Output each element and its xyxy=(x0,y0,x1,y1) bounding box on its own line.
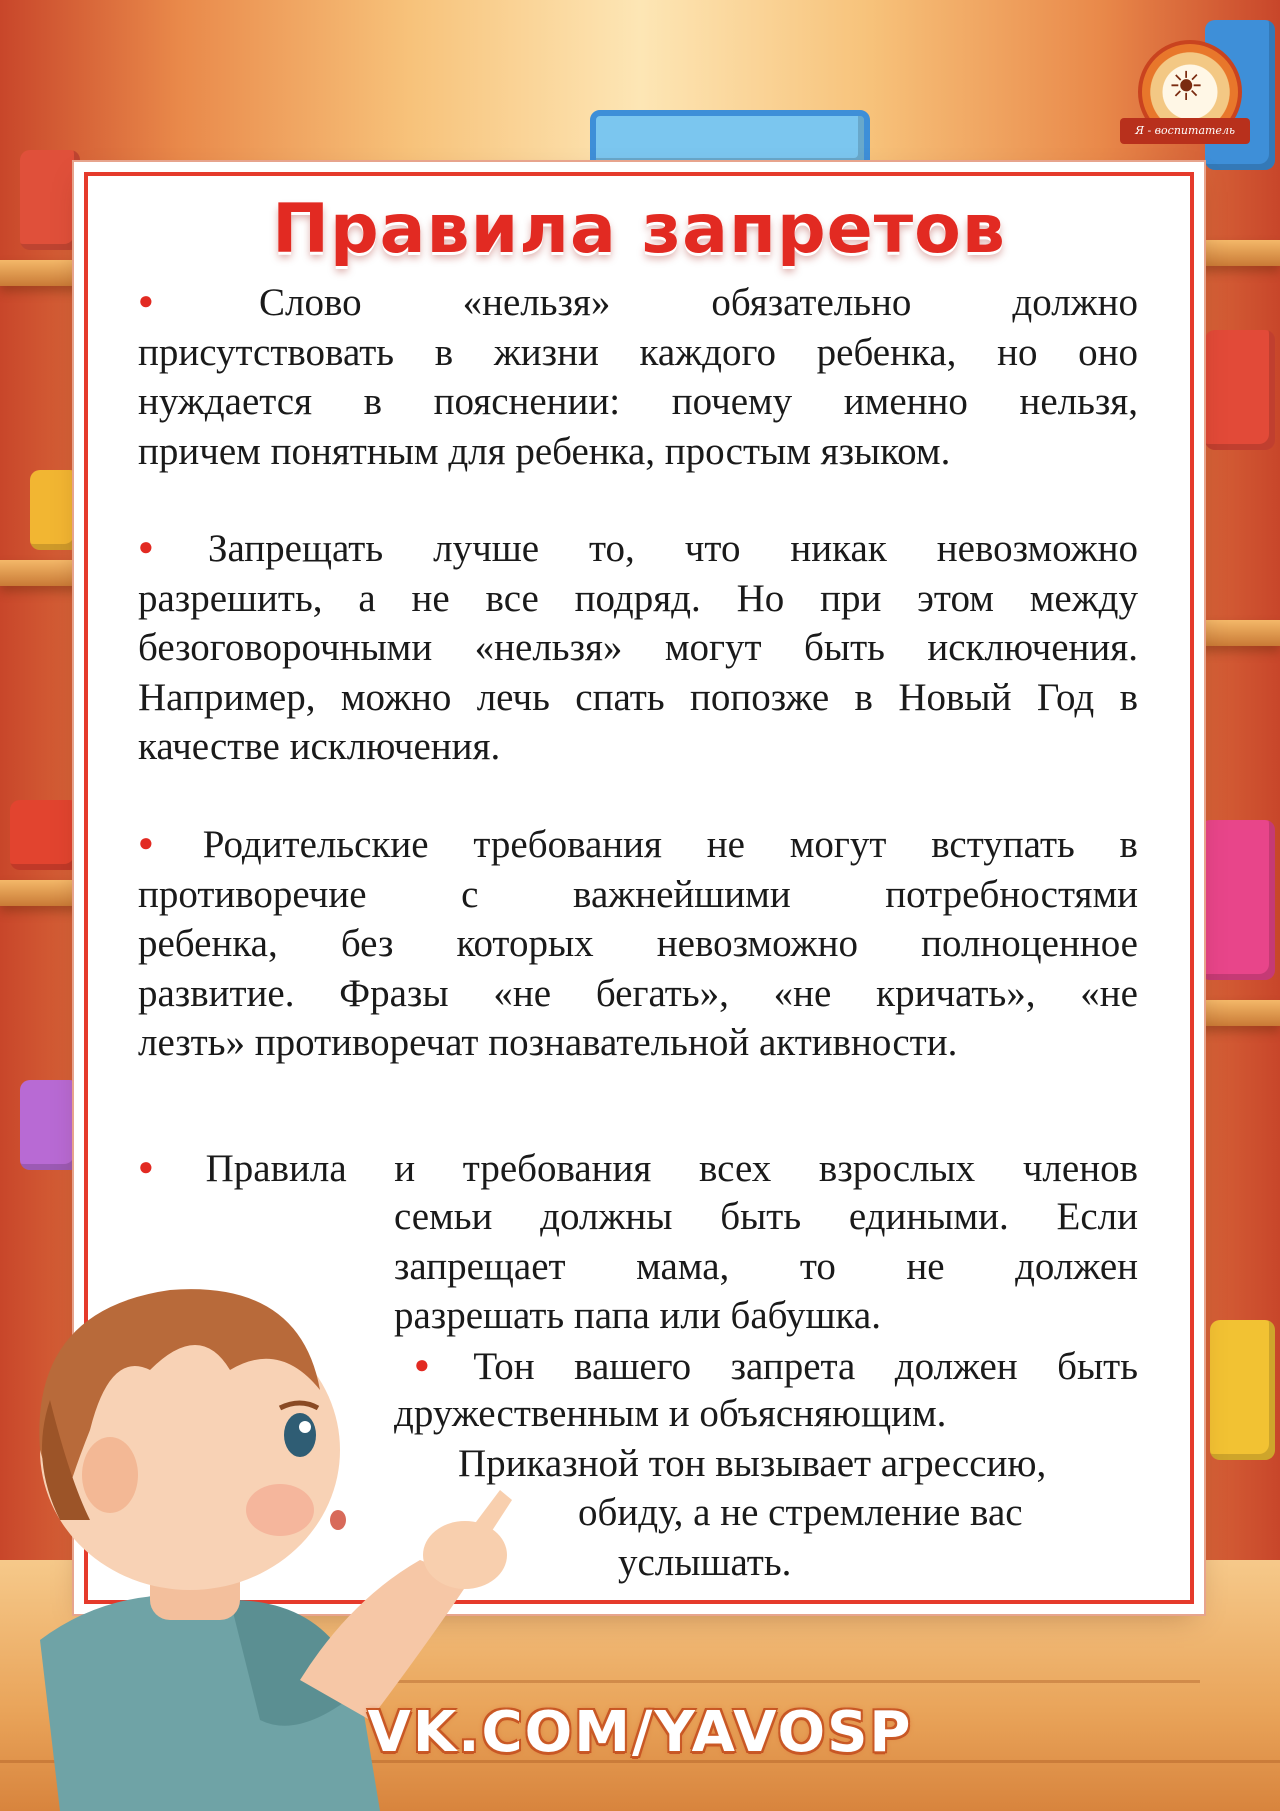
child-hand xyxy=(423,1521,507,1589)
rule-2-line-1: Запрещать лучше то, что никак невозможно xyxy=(207,527,1138,570)
rule-1-line-2: присутствовать в жизни каждого ребенка, но оно xyxy=(138,330,1138,374)
rule-2-line-4: Например, можно лечь спать попозже в Новый Год в xyxy=(138,675,1138,719)
rule-3-line-3: ребенка, без которых невозможно полноценное xyxy=(138,922,1138,965)
vk-link[interactable]: VK.COM/YAVOSP xyxy=(367,1700,913,1765)
child-eye xyxy=(284,1413,316,1457)
rule-5-line-3: Приказной тон вызывает агрессию, xyxy=(458,1441,1047,1485)
rule-4-line-4: разрешать папа или бабушка. xyxy=(394,1294,881,1337)
rule-3-line-5: лезть» противоречат познавательной активности. xyxy=(138,1021,958,1064)
bullet-icon: ● xyxy=(138,286,245,315)
rule-1-line-3: нуждается в пояснении: почему именно нельзя, xyxy=(138,380,1138,423)
rule-paragraph-3 xyxy=(138,818,1138,1068)
rule-5-line-1: Тон вашего запрета должен быть xyxy=(473,1345,1138,1388)
bullet-icon: ● xyxy=(414,1350,460,1379)
bullet-icon: ● xyxy=(138,532,194,561)
family-icon: ☀ xyxy=(1168,64,1204,110)
rule-3-line-2: противоречие с важнейшими потребностями xyxy=(138,872,1138,916)
rule-paragraph-2 xyxy=(138,522,1138,772)
bullet-icon: ● xyxy=(138,828,189,857)
rule-1-line-1: Слово «нельзя» обязательно должно xyxy=(258,281,1138,324)
logo xyxy=(1120,40,1250,160)
rule-4-line-3: запрещает мама, то не должен xyxy=(394,1244,1138,1288)
bullet-icon: ● xyxy=(138,1152,192,1181)
rule-2-line-5: качестве исключения. xyxy=(138,725,501,768)
page-title: Правила запретов xyxy=(272,190,1006,269)
rule-2-line-3: безоговорочными «нельзя» могут быть исключения. xyxy=(138,626,1138,669)
logo-caption: Я - воспитатель xyxy=(1120,118,1250,144)
rule-5-line-4: обиду, а не стремление вас xyxy=(578,1491,1023,1534)
rule-3-line-4: развитие. Фразы «не бегать», «не кричать», «не xyxy=(138,971,1138,1015)
rule-4-line-1: Правила и требования всех взрослых членов xyxy=(205,1147,1138,1190)
rule-3-line-1: Родительские требования не могут вступать в xyxy=(202,823,1138,866)
rule-1-line-4: причем понятным для ребенка, простым языком. xyxy=(138,429,951,473)
rule-4-line-2: семьи должны быть едиными. Если xyxy=(394,1195,1138,1238)
rule-2-line-2: разрешить, а не все подряд. Но при этом между xyxy=(138,576,1138,620)
rule-paragraph-4 xyxy=(138,1142,1138,1194)
rule-5-line-2: дружественным и объясняющим. xyxy=(394,1392,947,1435)
rule-5-line-5: услышать. xyxy=(618,1540,792,1584)
rule-paragraph-1 xyxy=(138,276,1138,476)
